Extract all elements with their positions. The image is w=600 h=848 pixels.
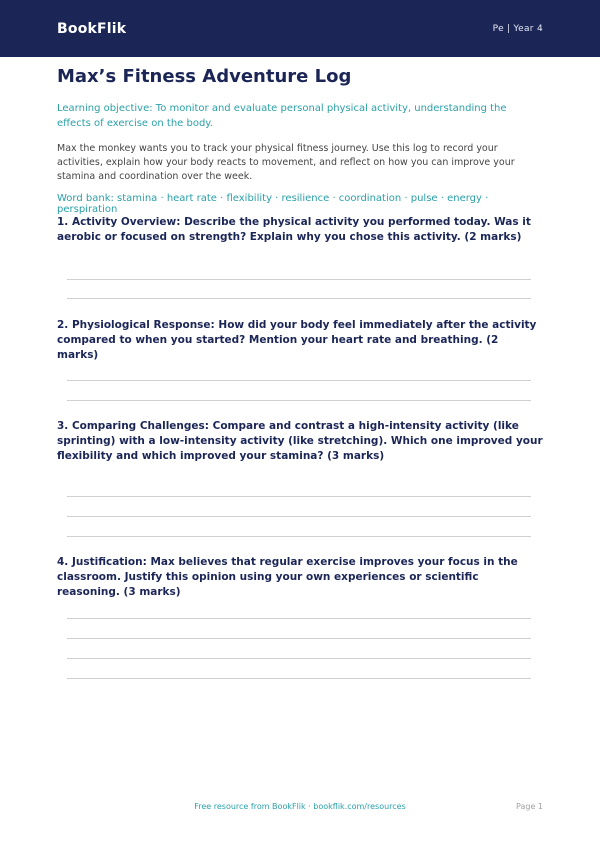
- question-4: 4. Justification: Max believes that regular exercise improves your focus in the classroom. Justify this opinion using your own experiences or scientific reasoning. (3 marks): [57, 556, 518, 598]
- brand-logo-text: BookFlik: [57, 20, 127, 37]
- answer-line[interactable]: [67, 279, 531, 280]
- question-2: 2. Physiological Response: How did your body feel immediately after the activity compared to when you started? Mention your heart rate and breathing. (2 marks): [57, 319, 537, 361]
- footer-resource-link[interactable]: Free resource from BookFlik · bookflik.com/resources: [194, 802, 406, 811]
- page-header: [0, 0, 600, 57]
- answer-line[interactable]: [67, 400, 531, 401]
- question-1: 1. Activity Overview: Describe the physical activity you performed today. Was it aerobic or focused on strength? Explain why you chose this activity. (2 marks): [57, 216, 531, 243]
- answer-line[interactable]: [67, 638, 531, 639]
- page-number: Page 1: [516, 802, 543, 811]
- page-title: Max’s Fitness Adventure Log: [57, 66, 352, 87]
- answer-line[interactable]: [67, 496, 531, 497]
- subject-year-label: Pe | Year 4: [492, 23, 543, 34]
- answer-line[interactable]: [67, 678, 531, 679]
- word-bank: Word bank: stamina · heart rate · flexibility · resilience · coordination · pulse · energy · perspiration: [57, 193, 489, 215]
- answer-line[interactable]: [67, 618, 531, 619]
- answer-line[interactable]: [67, 658, 531, 659]
- answer-line[interactable]: [67, 516, 531, 517]
- question-3: 3. Comparing Challenges: Compare and contrast a high-intensity activity (like sprinting) with a low-intensity activity (like stretching). Which one improved your flexibility and which improved your stamina? (3 marks): [57, 420, 543, 462]
- answer-line[interactable]: [67, 380, 531, 381]
- learning-objective: Learning objective: To monitor and evaluate personal physical activity, understanding the effects of exercise on the body.: [57, 103, 507, 129]
- worksheet-intro: [57, 66, 543, 215]
- intro-paragraph: Max the monkey wants you to track your physical fitness journey. Use this log to record your activities, explain how your body reacts to movement, and reflect on how you can improve your stamina and coordination over the week.: [57, 143, 515, 182]
- answer-line[interactable]: [67, 536, 531, 537]
- answer-line[interactable]: [67, 298, 531, 299]
